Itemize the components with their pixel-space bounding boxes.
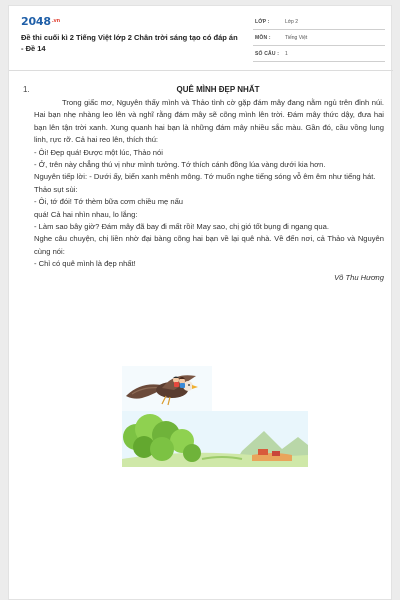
countryside-illustration (122, 411, 308, 467)
exam-meta (253, 14, 385, 62)
logo-suffix: .vn (51, 18, 60, 24)
story-paragraph: - Chỉ có quê mình là đẹp nhất! (34, 259, 136, 269)
question-content (34, 85, 384, 285)
story-paragraph: quá! Cả hai nhìn nhau, lo lắng: (34, 209, 138, 219)
header-divider (9, 70, 393, 71)
story-paragraph: - Ôi! Đẹp quá! Được một lúc, Thảo nói (34, 147, 163, 157)
story-paragraph: - Làm sao bây giờ? Đám mây đã bay đi mất rồi! May sao, chị gió tốt bụng đi ngang qua. (34, 222, 329, 232)
story-paragraph: - Ở, trên này chẳng thú vị như mình tưởng. Tớ thích cánh đồng lúa vàng dưới kia hơn. (34, 160, 326, 170)
site-logo[interactable] (21, 15, 60, 28)
logo-main: 2048 (21, 15, 51, 28)
eagle-illustration (122, 366, 212, 411)
meta-row-subject (253, 30, 385, 46)
document-page (8, 5, 392, 600)
story-author: Võ Thu Hương (334, 272, 384, 282)
story-paragraph: Nguyên tiếp lời: - Dưới ấy, biển xanh mênh mông. Tớ muốn nghe tiếng sóng vỗ êm êm như tiếng hát. (34, 172, 376, 182)
story-paragraph: - Ôi, tớ đói! Tớ thèm bữa cơm chiều mẹ nấu (34, 197, 184, 207)
story-paragraph: Nghe câu chuyện, chị liền nhờ đại bàng cõng hai bạn về lại quê nhà. Về đến nơi, cả Thảo và Nguyên cùng nói: (34, 234, 384, 256)
meta-key: LỚP : (255, 19, 270, 25)
meta-value: 1 (285, 51, 288, 57)
meta-value: Lớp 2 (285, 19, 299, 25)
story-paragraph: Trong giấc mơ, Nguyên thấy mình và Thảo tình cờ gặp đám mây đang nằm ngủ trên đỉnh núi. Hai bạn nhẹ nhàng leo lên và nghĩ rằng đám mây sẽ cõng mình lên trời. Đám mây thức dậy, đưa hai bạn lên tận trời xanh. Xung quanh hai bạn là những đám mây nhiều sắc màu. Gần đó, cầu vồng lung linh, rực rỡ. Cả hai reo lên, thích thú: (34, 98, 384, 145)
meta-key: SỐ CÂU : (255, 51, 280, 57)
meta-key: MÔN : (255, 35, 271, 41)
question-number: 1. (23, 85, 30, 94)
meta-row-grade (253, 14, 385, 30)
document-header (9, 6, 393, 68)
exam-title: Đề thi cuối kì 2 Tiếng Việt lớp 2 Chân trời sáng tạo có đáp án - Đề 14 (21, 33, 238, 53)
meta-value: Tiếng Việt (285, 35, 308, 41)
story-title: QUÊ MÌNH ĐẸP NHẤT (176, 85, 260, 94)
story-paragraph: Thảo sụt sùi: (34, 184, 78, 194)
meta-row-question-count (253, 46, 385, 62)
